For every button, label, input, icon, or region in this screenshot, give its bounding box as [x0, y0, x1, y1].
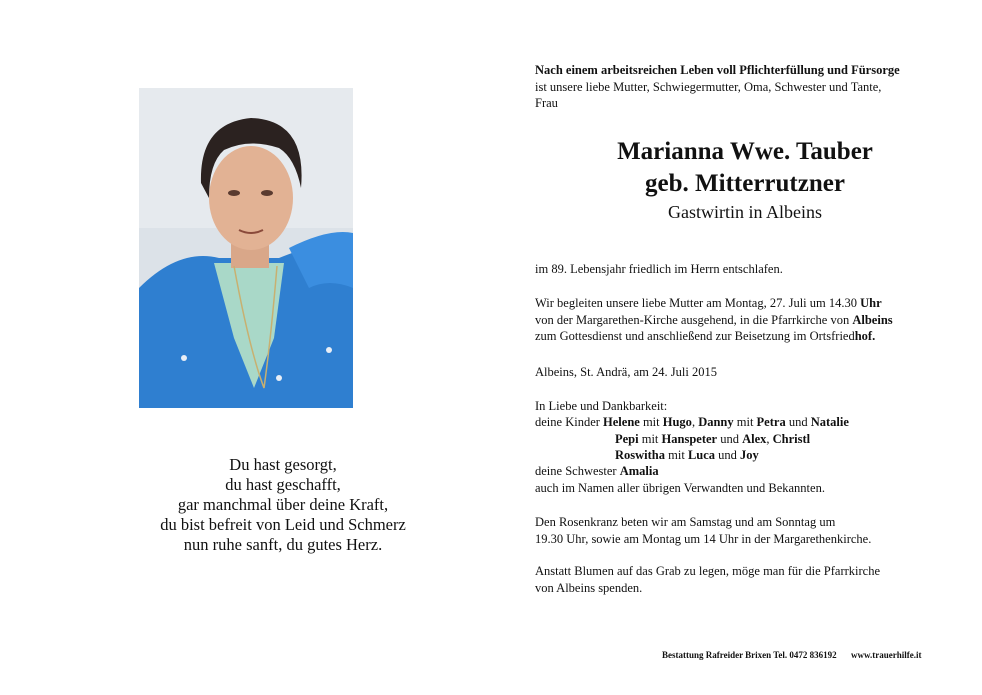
text: mit: [733, 415, 757, 429]
grandchild-name: Joy: [740, 448, 759, 462]
flowers-line-1: Anstatt Blumen auf das Grab zu legen, möge man für die Pfarrkirche: [535, 564, 881, 578]
child-name: Pepi: [615, 432, 639, 446]
text: deine Kinder: [535, 415, 604, 429]
poem: [100, 455, 466, 555]
partner-name: Hanspeter: [661, 432, 718, 446]
deceased-occupation: Gastwirtin in Albeins: [668, 202, 822, 222]
rosary-line-1: Den Rosenkranz beten wir am Samstag und am Sonntag um: [535, 515, 836, 529]
grandchild-name: Luca: [687, 448, 716, 462]
place-date: Albeins, St. Andrä, am 24. Juli 2015: [535, 365, 717, 379]
family-others: auch im Namen aller übrigen Verwandten und Bekannten.: [535, 481, 825, 495]
text: hof.: [854, 329, 876, 343]
text: mit: [638, 432, 662, 446]
flowers-line-2: von Albeins spenden.: [535, 581, 643, 595]
poem-line: du bist befreit von Leid und Schmerz: [160, 515, 406, 534]
family-children-1: [535, 414, 849, 430]
sister-name: Amalia: [619, 464, 659, 478]
intro-line-3: Frau: [535, 96, 558, 110]
funeral-line-3: [535, 328, 875, 344]
child-name: Helene: [603, 415, 640, 429]
grandchild-name: Christl: [772, 432, 811, 446]
deceased-maiden-name: geb. Mitterrutzner: [645, 170, 845, 197]
poem-line: nun ruhe sanft, du gutes Herz.: [183, 535, 383, 554]
family-children-2: [615, 431, 810, 447]
grandchild-name: Natalie: [810, 415, 849, 429]
text: deine Schwester: [535, 464, 620, 478]
funeral-line-1: [535, 295, 882, 311]
text: Wir begleiten unsere liebe Mutter am Montag, 27. Juli um 14.30: [535, 296, 861, 310]
website-link[interactable]: www.trauerhilfe.it: [851, 650, 922, 660]
text: von der Margarethen-Kirche ausgehend, in die Pfarrkirche von: [535, 313, 853, 327]
text: Albeins: [852, 313, 893, 327]
text: Uhr: [860, 296, 882, 310]
death-notice: im 89. Lebensjahr friedlich im Herrn entschlafen.: [535, 262, 783, 276]
poem-line: gar manchmal über deine Kraft,: [177, 495, 389, 514]
family-children-3: [615, 447, 759, 463]
text: ,: [766, 432, 773, 446]
grandchild-name: Alex: [742, 432, 767, 446]
partner-name: Petra: [756, 415, 786, 429]
portrait-photo: [139, 88, 353, 408]
text: und: [785, 415, 811, 429]
funeral-line-2: [535, 312, 893, 328]
text: ,: [691, 415, 699, 429]
text: und: [715, 448, 741, 462]
intro-line-1: Nach einem arbeitsreichen Leben voll Pflichterfüllung und Fürsorge: [535, 63, 900, 77]
intro-line-2: ist unsere liebe Mutter, Schwiegermutter, Oma, Schwester und Tante,: [535, 80, 882, 94]
undertaker-info: Bestattung Rafreider Brixen Tel. 0472 836192: [662, 650, 837, 660]
rosary-line-2: 19.30 Uhr, sowie am Montag um 14 Uhr in der Margarethenkirche.: [535, 532, 872, 546]
child-name: Danny: [698, 415, 734, 429]
family-intro: In Liebe und Dankbarkeit:: [535, 399, 668, 413]
text: mit: [639, 415, 663, 429]
family-sister: [535, 463, 659, 479]
child-name: Roswitha: [615, 448, 666, 462]
text: und: [717, 432, 743, 446]
poem-line: Du hast gesorgt,: [229, 455, 337, 474]
partner-name: Hugo: [662, 415, 692, 429]
deceased-name: Marianna Wwe. Tauber: [617, 138, 873, 165]
text: zum Gottesdienst und anschließend zur Beisetzung im Ortsfried: [535, 329, 855, 343]
text: mit: [665, 448, 688, 462]
poem-line: du hast geschafft,: [225, 475, 341, 494]
